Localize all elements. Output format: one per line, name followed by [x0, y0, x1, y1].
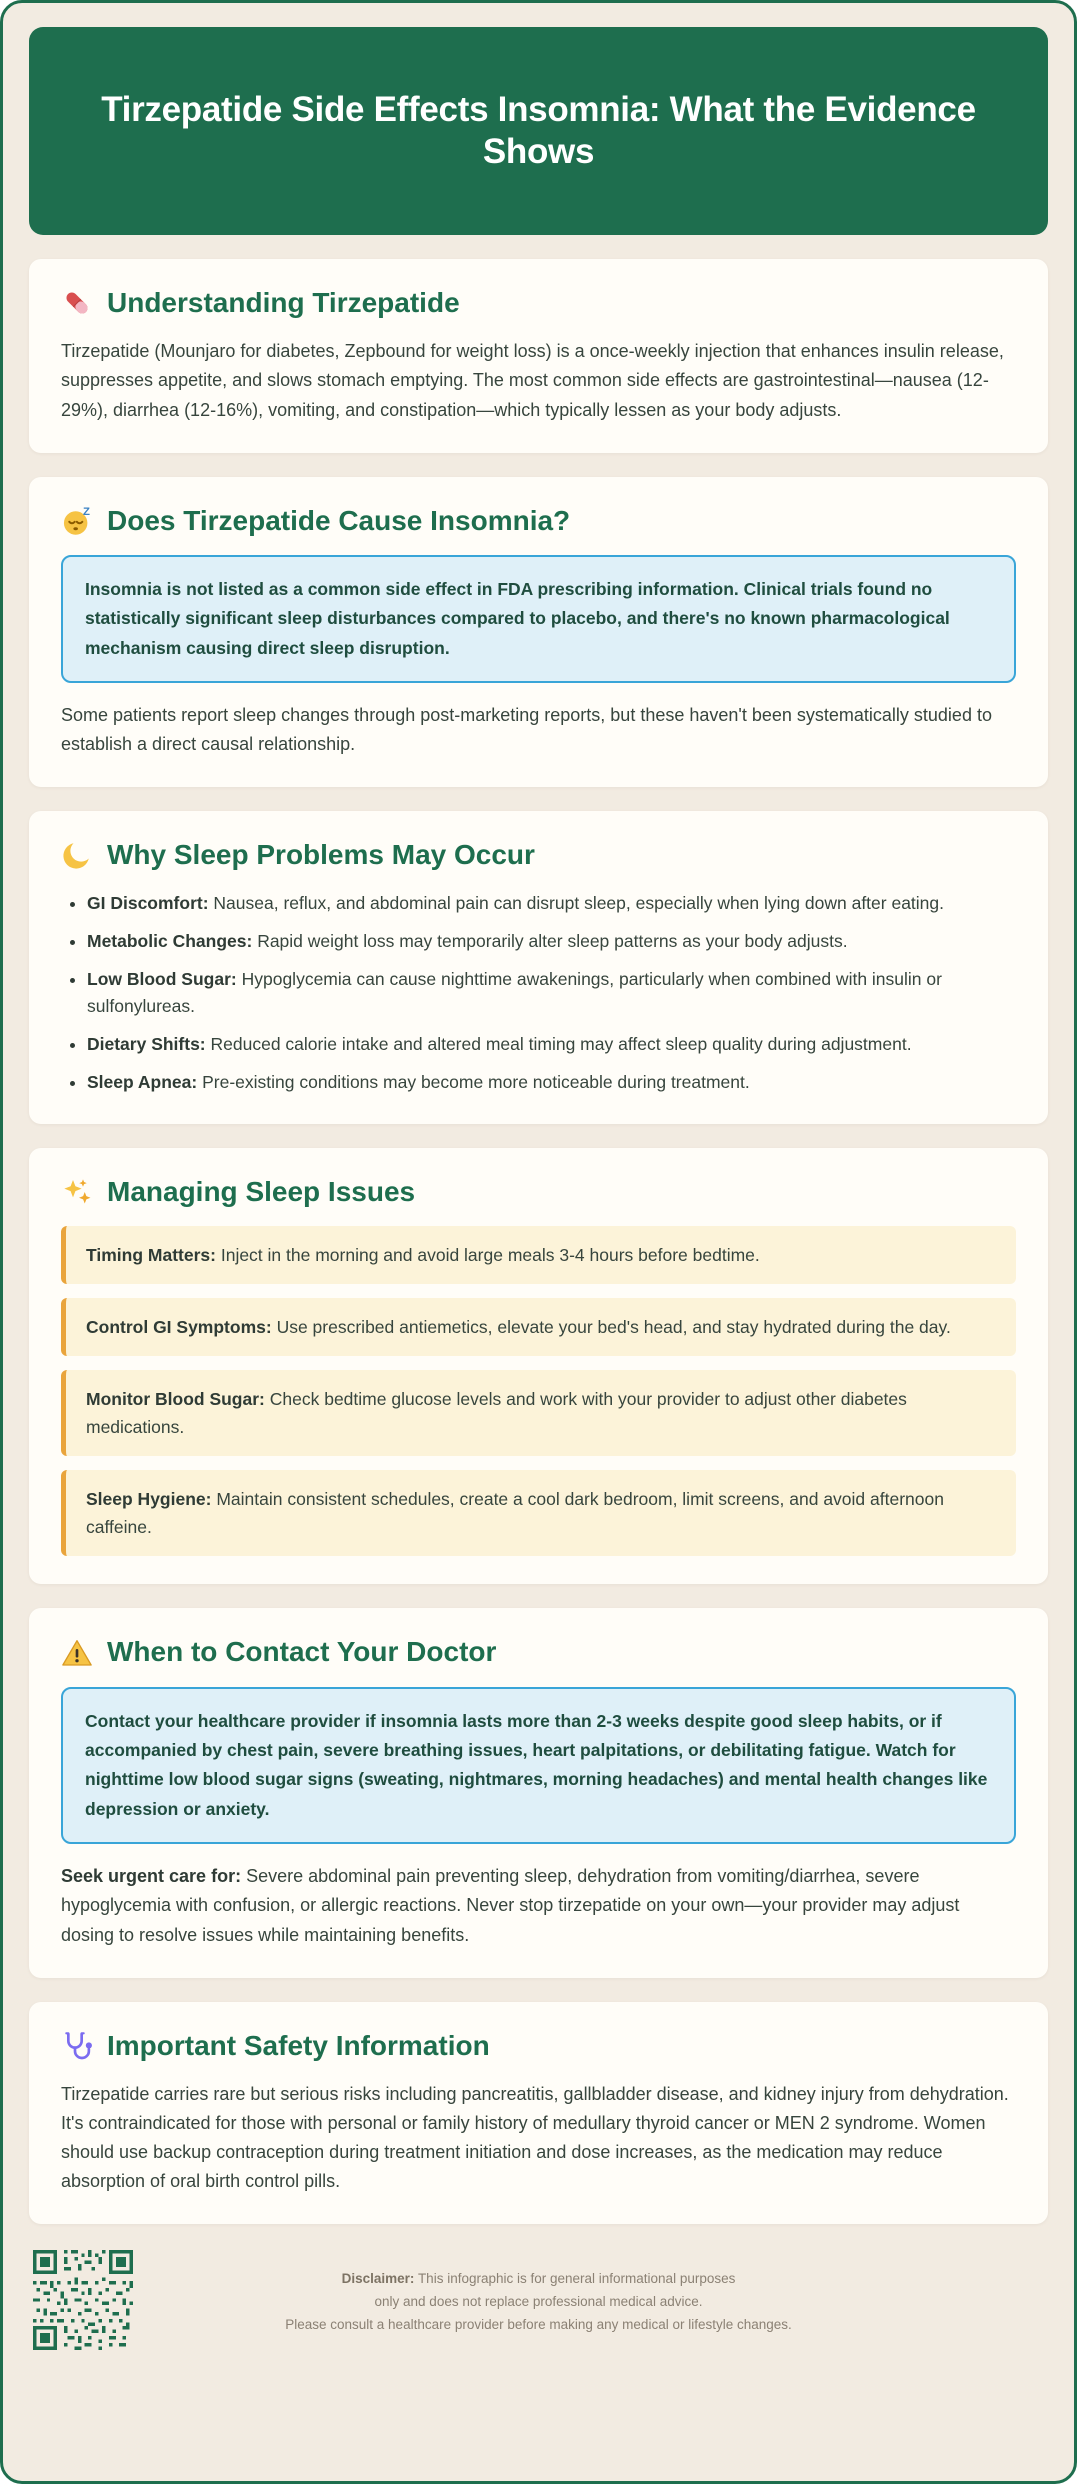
disclaimer [29, 2250, 1048, 2337]
tip-label: Sleep Hygiene: [86, 1489, 212, 1510]
section-heading-label: Why Sleep Problems May Occur [107, 839, 535, 871]
section-heading-label: Important Safety Information [107, 2029, 490, 2061]
warning-icon [61, 1637, 93, 1669]
disclaimer-line1: This infographic is for general informational purposes [417, 2271, 736, 2287]
safety-body: Tirzepatide carries rare but serious risks including pancreatitis, gallbladder disease, and kidney injury from dehydration. It's contraindicated for those with personal or family history of medullary thyroid cancer or MEN 2 syndrome. Women should use backup contraception during treatment initiation and dose increases, as the medication may reduce absorption of oral birth control pills. [61, 2083, 1009, 2192]
sleep-problem-reasons-list [61, 890, 1016, 1097]
section-safety-heading [61, 2030, 1016, 2062]
list-item-label: Low Blood Sugar: [87, 968, 237, 989]
tip-text: Maintain consistent schedules, create a cool dark bedroom, limit screens, and avoid afternoon caffeine. [86, 1489, 944, 1538]
list-item-label: Dietary Shifts: [87, 1034, 206, 1055]
section-heading-label: Managing Sleep Issues [107, 1176, 416, 1208]
doctor-warning-callout: Contact your healthcare provider if insomnia lasts more than 2-3 weeks despite good sleep habits, or if accompanied by chest pain, severe breathing issues, heart palpitations, or debilitating fatigue. Watch for nighttime low blood sugar signs (sweating, nightmares, morning headaches) and mental health changes like depression or anxiety. [61, 1687, 1016, 1845]
sleeping-face-icon [61, 505, 93, 537]
sparkles-icon [61, 1176, 93, 1208]
section-heading-label: Understanding Tirzepatide [107, 287, 460, 318]
section-why-heading [61, 839, 1016, 871]
tip-text: Inject in the morning and avoid large meals 3-4 hours before bedtime. [220, 1245, 760, 1266]
insomnia-evidence-callout: Insomnia is not listed as a common side effect in FDA prescribing information. Clinical trials found no statistically significant sleep disturbances compared to placebo, and there's no known pharmacological mechanism causing direct sleep disruption. [61, 555, 1016, 683]
list-item-label: Metabolic Changes: [87, 930, 253, 951]
section-insomnia-heading [61, 505, 1016, 537]
tip-label: Monitor Blood Sugar: [86, 1389, 265, 1410]
section-heading-label: When to Contact Your Doctor [107, 1636, 497, 1668]
crescent-moon-icon [61, 839, 93, 871]
tip-blood-sugar [61, 1370, 1016, 1456]
section-safety-info [29, 2002, 1048, 2225]
list-item [87, 966, 1016, 1020]
list-item [87, 928, 1016, 955]
tip-timing [61, 1226, 1016, 1284]
list-item-label: Sleep Apnea: [87, 1072, 198, 1093]
list-item [87, 890, 1016, 917]
tip-sleep-hygiene [61, 1470, 1016, 1556]
page-title: Tirzepatide Side Effects Insomnia: What the Evidence Shows [101, 90, 976, 171]
section-why-sleep-problems [29, 811, 1048, 1124]
header-banner [29, 27, 1048, 235]
understanding-body: Tirzepatide (Mounjaro for diabetes, Zepbound for weight loss) is a once-weekly injection that enhances insulin release, suppresses appetite, and slows stomach emptying. The most common side effects are gastrointestinal—nausea (12-29%), diarrhea (12-16%), vomiting, and constipation—which typically lessen as your body adjusts. [61, 341, 1004, 420]
section-understanding-heading [61, 287, 1016, 319]
svg-text:Z: Z [83, 505, 90, 518]
pill-icon [61, 287, 93, 319]
insomnia-body: Some patients report sleep changes through post-marketing reports, but these haven't been systematically studied to establish a direct causal relationship. [61, 705, 992, 755]
list-item [87, 1031, 1016, 1058]
section-heading-label: Does Tirzepatide Cause Insomnia? [107, 504, 571, 536]
urgent-care-body: Severe abdominal pain preventing sleep, dehydration from vomiting/diarrhea, severe hypoglycemia with confusion, or allergic reactions. Never stop tirzepatide on your own—your provider may adjust dosing to resolve issues while maintaining benefits. [61, 1866, 960, 1945]
section-contact-doctor [29, 1608, 1048, 1977]
tip-text: Use prescribed antiemetics, elevate your bed's head, and stay hydrated during the day. [276, 1317, 951, 1338]
section-managing-heading [61, 1176, 1016, 1208]
qr-code [33, 2250, 133, 2350]
stethoscope-icon [61, 2030, 93, 2062]
list-item-text: Nausea, reflux, and abdominal pain can disrupt sleep, especially when lying down after eating. [213, 892, 945, 913]
disclaimer-label: Disclaimer: [341, 2271, 415, 2287]
list-item [87, 1069, 1016, 1096]
tip-label: Timing Matters: [86, 1245, 216, 1266]
list-item-text: Reduced calorie intake and altered meal timing may affect sleep quality during adjustment. [210, 1034, 912, 1055]
list-item-text: Rapid weight loss may temporarily alter sleep patterns as your body adjusts. [257, 930, 848, 951]
list-item-text: Hypoglycemia can cause nighttime awakenings, particularly when combined with insulin or sulfonylureas. [87, 968, 942, 1016]
footer [29, 2250, 1048, 2362]
list-item-label: GI Discomfort: [87, 892, 209, 913]
section-doctor-heading [61, 1636, 1016, 1668]
disclaimer-line3: Please consult a healthcare provider before making any medical or lifestyle changes. [285, 2317, 792, 2333]
tip-label: Control GI Symptoms: [86, 1317, 272, 1338]
section-understanding [29, 259, 1048, 453]
section-managing-sleep [29, 1148, 1048, 1584]
tip-text: Check bedtime glucose levels and work with your provider to adjust other diabetes medications. [86, 1389, 907, 1438]
disclaimer-line2: only and does not replace professional medical advice. [374, 2294, 703, 2310]
urgent-care-text [61, 1862, 1016, 1949]
list-item-text: Pre-existing conditions may become more noticeable during treatment. [202, 1072, 750, 1093]
tip-gi-symptoms [61, 1298, 1016, 1356]
urgent-care-label: Seek urgent care for: [61, 1866, 242, 1887]
section-insomnia [29, 477, 1048, 788]
